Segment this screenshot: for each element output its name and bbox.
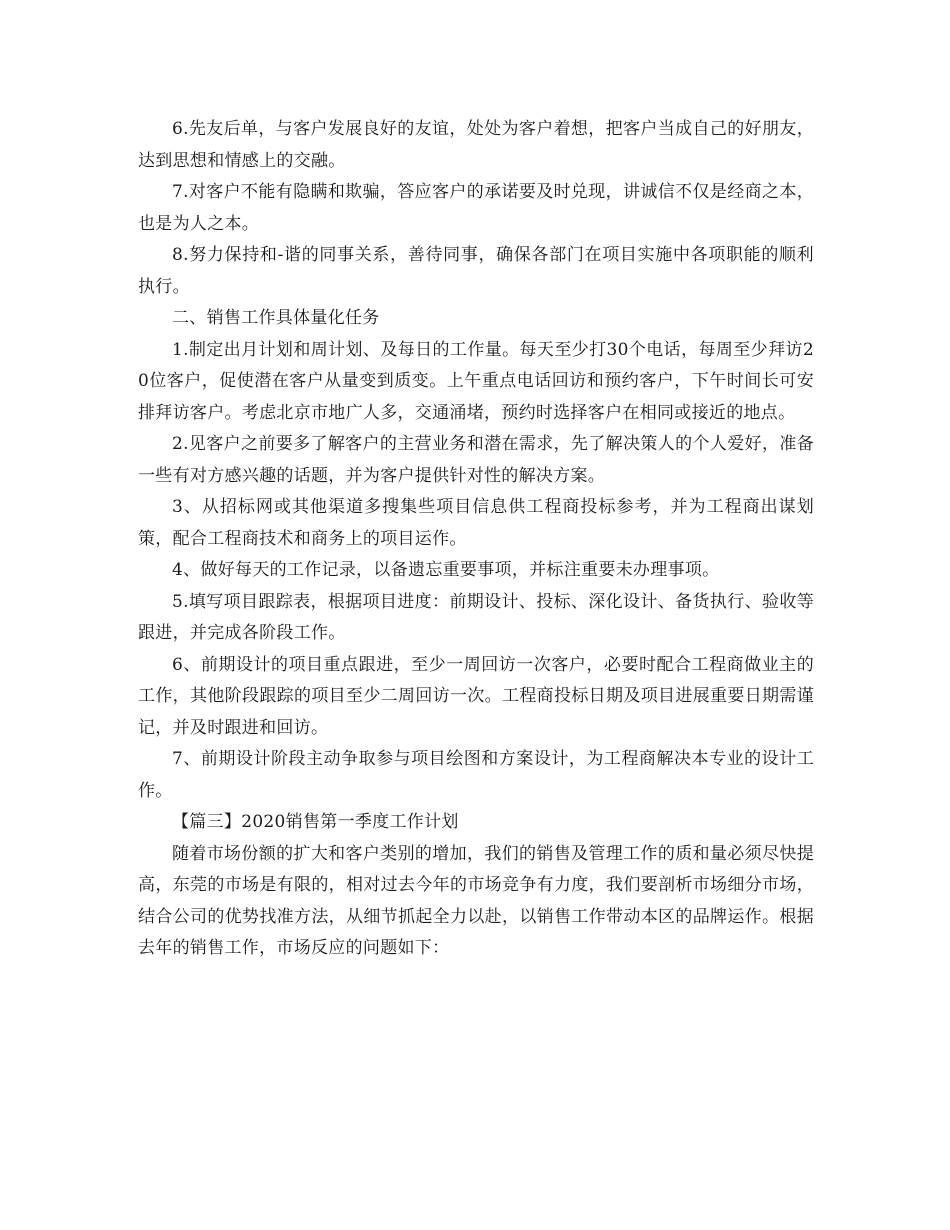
paragraph-task-5-tracking-sheet: 5.填写项目跟踪表，根据项目进度：前期设计、投标、深化设计、备货执行、验收等跟进，并完成各阶段工作。 bbox=[138, 591, 814, 643]
section-heading-quantified-tasks: 二、销售工作具体量化任务 bbox=[172, 308, 380, 328]
section-heading-part-three: 【篇三】2020销售第一季度工作计划 bbox=[172, 812, 459, 832]
paragraph-task-6-follow-up: 6、前期设计的项目重点跟进，至少一周回访一次客户，必要时配合工程商做业主的工作，其他阶段跟踪的项目至少二周回访一次。工程商投标日期及项目进展重要日期需谨记，并及时跟进和回访。 bbox=[138, 654, 814, 738]
paragraph-task-1-plans: 1.制定出月计划和周计划、及每日的工作量。每天至少打30个电话，每周至少拜访20位客户，促使潜在客户从量变到质变。上午重点电话回访和预约客户，下午时间长可安排拜访客户。考虑北京市地广人多，交通涌堵，预约时选择客户在相同或接近的地点。 bbox=[138, 339, 814, 423]
paragraph-task-2-client-research: 2.见客户之前要多了解客户的主营业务和潜在需求，先了解决策人的个人爱好，准备一些有对方感兴趣的话题，并为客户提供针对性的解决方案。 bbox=[138, 434, 814, 486]
document-body bbox=[138, 114, 814, 965]
paragraph-item-6-friendship: 6.先友后单，与客户发展良好的友谊，处处为客户着想，把客户当成自己的好朋友，达到思想和情感上的交融。 bbox=[138, 119, 814, 171]
paragraph-item-8-colleagues: 8.努力保持和-谐的同事关系，善待同事，确保各部门在项目实施中各项职能的顺利执行。 bbox=[138, 245, 814, 297]
paragraph-task-4-work-log: 4、做好每天的工作记录，以备遗忘重要事项，并标注重要未办理事项。 bbox=[172, 560, 720, 580]
paragraph-item-7-honesty: 7.对客户不能有隐瞒和欺骗，答应客户的承诺要及时兑现，讲诚信不仅是经商之本，也是为人之本。 bbox=[138, 182, 814, 234]
paragraph-market-intro: 随着市场份额的扩大和客户类别的增加，我们的销售及管理工作的质和量必须尽快提高，东莞的市场是有限的，相对过去今年的市场竞争有力度，我们要剖析市场细分市场，结合公司的优势找准方法，从细节抓起全力以赴，以销售工作带动本区的品牌运作。根据去年的销售工作，市场反应的问题如下： bbox=[138, 843, 814, 958]
paragraph-task-7-design-stage: 7、前期设计阶段主动争取参与项目绘图和方案设计，为工程商解决本专业的设计工作。 bbox=[138, 749, 814, 801]
paragraph-task-3-tender-info: 3、从招标网或其他渠道多搜集些项目信息供工程商投标参考，并为工程商出谋划策，配合工程商技术和商务上的项目运作。 bbox=[138, 497, 814, 549]
